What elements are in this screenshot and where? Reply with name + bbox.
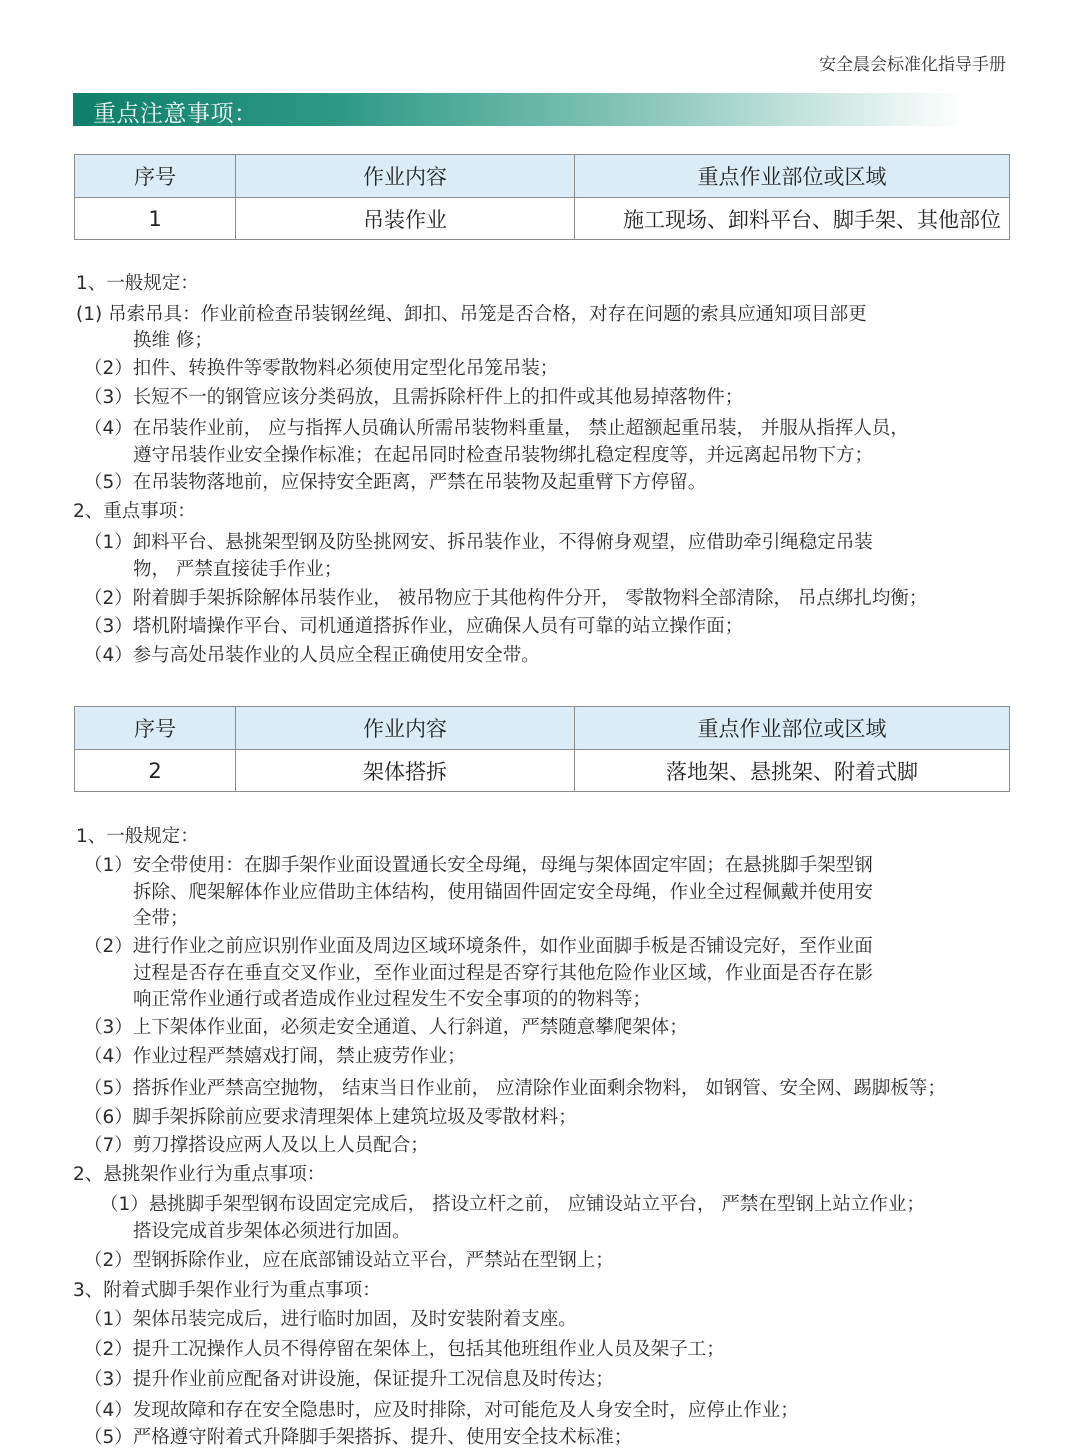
list-item: (1) 吊索吊具：作业前检查吊装钢丝绳、卸扣、吊笼是否合格，对存在问题的索具应通知项目部更	[76, 304, 867, 325]
header-key-area: 重点作业部位或区域	[575, 707, 1010, 750]
list-item: （6）脚手架拆除前应要求清理架体上建筑垃圾及零散材料；	[84, 1107, 577, 1128]
list-item: （1）悬挑脚手架型钢布设固定完成后， 搭设立杆之前， 应铺设站立平台， 严禁在型钢上站立作业；	[100, 1194, 925, 1215]
list-item: 物， 严禁直接徒手作业；	[133, 559, 343, 580]
table-header-row	[75, 155, 1010, 198]
header-work-content: 作业内容	[236, 707, 575, 750]
section2-overhang-title: 2、悬挑架作业行为重点事项：	[73, 1164, 326, 1185]
section2-attached-title: 3、附着式脚手架作业行为重点事项：	[73, 1280, 381, 1301]
list-item: 全带；	[133, 908, 189, 929]
header-index: 序号	[75, 155, 236, 198]
list-item: 响正常作业通行或者造成作业过程发生不安全事项的的物料等；	[133, 989, 652, 1010]
table-row	[75, 750, 1010, 792]
list-item: （4）在吊装作业前， 应与指挥人员确认所需吊装物料重量， 禁止超额起重吊装， 并服从指挥人员，	[84, 418, 909, 439]
list-item: 遵守吊装作业安全操作标准；在起吊同时检查吊装物绑扎稳定程度等，并远离起吊物下方；	[133, 445, 874, 466]
list-item: （3）长短不一的钢管应该分类码放，且需拆除杆件上的扣件或其他易掉落物件；	[84, 387, 744, 408]
section1-key-title: 2、重点事项：	[73, 501, 196, 522]
list-item: 过程是否存在垂直交叉作业，至作业面过程是否穿行其他危险作业区域，作业面是否存在影	[133, 963, 874, 984]
table-header-row	[75, 707, 1010, 750]
table-row	[75, 198, 1010, 240]
cell-key-area: 落地架、悬挑架、附着式脚	[575, 750, 1010, 792]
banner-title: 重点注意事项：	[93, 101, 258, 127]
cell-work-content: 架体搭拆	[236, 750, 575, 792]
list-item: 换维 修；	[133, 330, 213, 351]
cell-key-area: 施工现场、卸料平台、脚手架、其他部位	[575, 198, 1010, 240]
list-item: （3）上下架体作业面，必须走安全通道、人行斜道，严禁随意攀爬架体；	[84, 1017, 688, 1038]
list-item: （2）附着脚手架拆除解体吊装作业， 被吊物应于其他构件分开， 零散物料全部清除， 吊点绑扎均衡；	[84, 588, 928, 609]
list-item: （3）塔机附墙操作平台、司机通道搭拆作业，应确保人员有可靠的站立操作面；	[84, 616, 744, 637]
section-banner	[73, 93, 966, 126]
list-item: （1）卸料平台、悬挑架型钢及防坠挑网安、拆吊装作业，不得俯身观望，应借助牵引绳稳定吊装	[84, 532, 873, 553]
list-item: （2）进行作业之前应识别作业面及周边区域环境条件，如作业面脚手板是否铺设完好，至作业面	[84, 936, 873, 957]
list-item: 拆除、爬架解体作业应借助主体结构，使用锚固件固定安全母绳，作业全过程佩戴并使用安	[133, 882, 874, 903]
list-item: （5）严格遵守附着式升降脚手架搭拆、提升、使用安全技术标准；	[84, 1427, 633, 1448]
header-work-content: 作业内容	[236, 155, 575, 198]
list-item: （1）架体吊装完成后，进行临时加固，及时安装附着支座。	[84, 1309, 577, 1330]
list-item: （1）安全带使用：在脚手架作业面设置通长安全母绳，母绳与架体固定牢固；在悬挑脚手架型钢	[84, 855, 873, 876]
list-item: （2）提升工况操作人员不得停留在架体上，包括其他班组作业人员及架子工；	[84, 1339, 725, 1360]
cell-index: 1	[75, 198, 236, 240]
list-item: （4）发现故障和存在安全隐患时，应及时排除，对可能危及人身安全时，应停止作业；	[84, 1400, 799, 1421]
cell-work-content: 吊装作业	[236, 198, 575, 240]
list-item: 搭设完成首步架体必须进行加固。	[133, 1221, 411, 1242]
header-index: 序号	[75, 707, 236, 750]
list-item: （3）提升作业前应配备对讲设施，保证提升工况信息及时传达；	[84, 1369, 614, 1390]
manual-title: 安全晨会标准化指导手册	[819, 55, 1006, 75]
list-item: （5）在吊装物落地前，应保持安全距离，严禁在吊装物及起重臂下方停留。	[84, 472, 707, 493]
task-table-1	[74, 154, 1010, 240]
list-item: （4）作业过程严禁嬉戏打闹，禁止疲劳作业；	[84, 1046, 466, 1067]
list-item: （4）参与高处吊装作业的人员应全程正确使用安全带。	[84, 645, 540, 666]
section1-general-title: 1、一般规定：	[76, 273, 199, 294]
list-item: （2）型钢拆除作业，应在底部铺设站立平台，严禁站在型钢上；	[84, 1250, 614, 1271]
list-item: （7）剪刀撑搭设应两人及以上人员配合；	[84, 1135, 429, 1156]
task-table-2	[74, 706, 1010, 792]
list-item: （5）搭拆作业严禁高空抛物， 结束当日作业前， 应清除作业面剩余物料， 如钢管、安全网、踢脚板等；	[84, 1078, 946, 1099]
cell-index: 2	[75, 750, 236, 792]
section2-general-title: 1、一般规定：	[76, 826, 199, 847]
header-key-area: 重点作业部位或区域	[575, 155, 1010, 198]
list-item: （2）扣件、转换件等零散物料必须使用定型化吊笼吊装；	[84, 358, 559, 379]
